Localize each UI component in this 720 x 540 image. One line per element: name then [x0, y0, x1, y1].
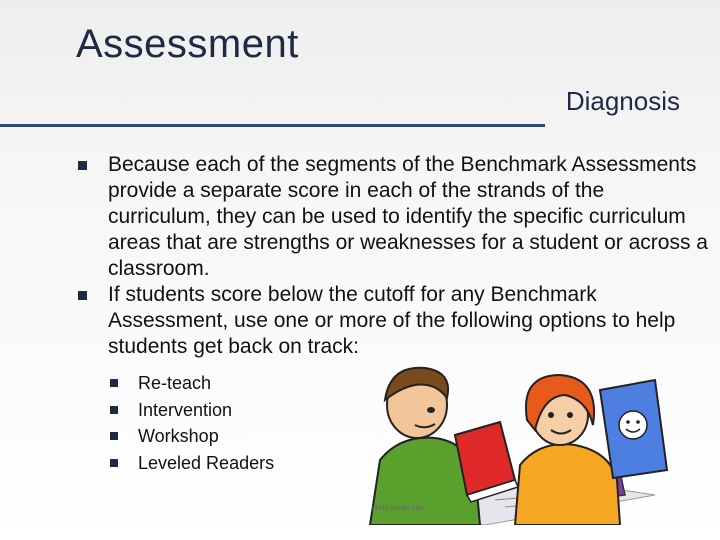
sub-bullet-list [110, 370, 370, 476]
bullet-list [78, 152, 708, 360]
square-bullet-icon [110, 432, 118, 440]
bullet-item [78, 282, 708, 360]
bullet-item [78, 152, 708, 282]
students-reading-clipart [355, 360, 700, 525]
sub-bullet-text: Leveled Readers [138, 452, 275, 473]
bullet-text: If students score below the cutoff for any Benchmark Assessment, use one or more of the following options to help students get back on track: [108, 283, 676, 358]
sub-bullet-item [110, 397, 370, 424]
slide-title: Assessment [76, 22, 299, 66]
sub-bullet-text: Intervention [138, 399, 233, 420]
bullet-text: Because each of the segments of the Benchmark Assessments provide a separate score in each of the strands of the curriculum, they can be used to identify the specific curriculum areas that are strengths or weaknesses for a student or across a classroom. [108, 153, 708, 280]
sub-bullet-item [110, 370, 370, 397]
header-divider [0, 124, 545, 127]
sub-bullet-text: Workshop [138, 426, 219, 446]
sub-bullet-item [110, 423, 370, 450]
sub-bullet-item [110, 450, 370, 477]
square-bullet-icon [110, 406, 118, 414]
slide-subtitle: Diagnosis [565, 86, 680, 116]
image-credit: philip.martin.info [372, 505, 423, 512]
square-bullet-icon [78, 291, 87, 300]
square-bullet-icon [78, 161, 87, 170]
sub-bullet-text: Re-teach [138, 373, 212, 393]
square-bullet-icon [110, 379, 118, 387]
square-bullet-icon [110, 459, 118, 467]
